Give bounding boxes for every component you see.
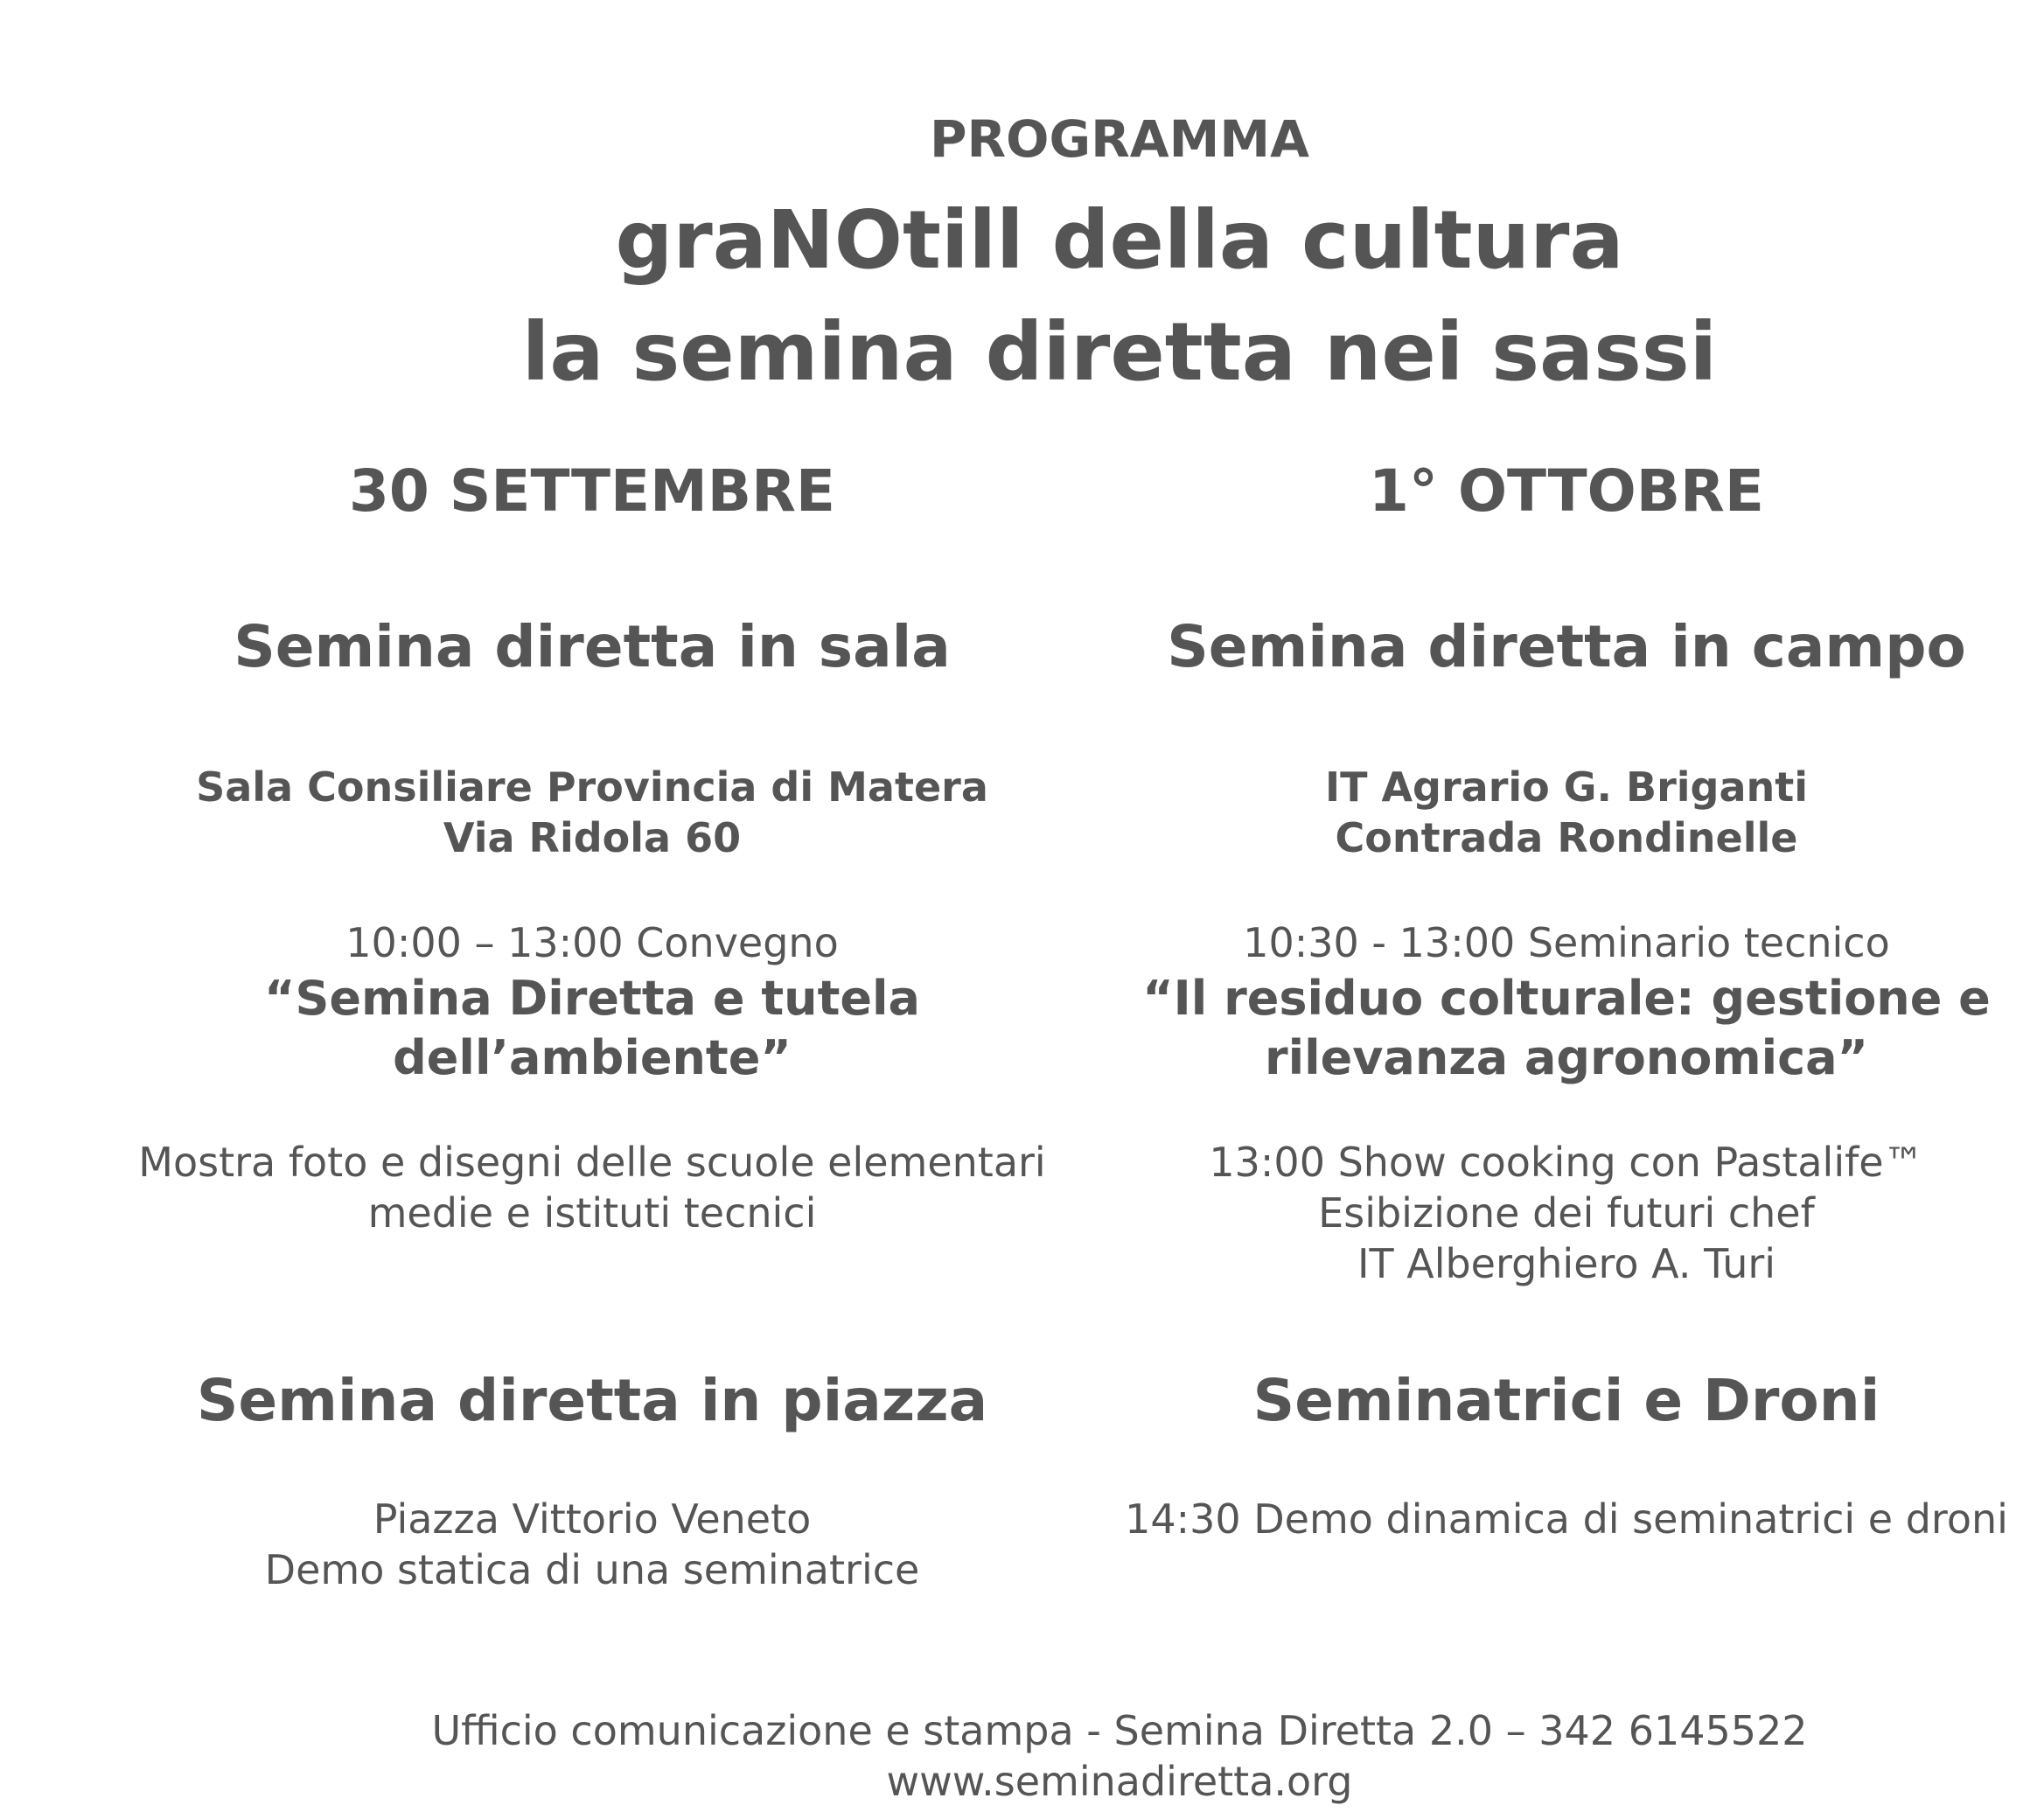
right-venue-line-2: Contrada Rondinelle xyxy=(1335,814,1798,861)
left-extra-line-2: medie e istituti tecnici xyxy=(367,1189,817,1237)
right-talk-line-2: rilevanza agronomica” xyxy=(1264,1030,1869,1085)
right-talk-line-1: “Il residuo colturale: gestione e xyxy=(1142,971,1991,1026)
right-extra xyxy=(1042,1137,2044,1289)
event-title: graNOtill della cultura xyxy=(615,193,1624,287)
right-date: 1° OTTOBRE xyxy=(1369,457,1764,525)
event-subtitle: la semina diretta nei sassi xyxy=(521,305,1718,399)
left-section-2-body xyxy=(67,1494,1117,1595)
left-extra-line-1: Mostra foto e disegni delle scuole elementari xyxy=(138,1139,1046,1186)
footer xyxy=(0,1705,2044,1807)
footer-contact: Ufficio comunicazione e stampa - Semina Diretta 2.0 – 342 6145522 xyxy=(431,1707,1808,1754)
left-venue xyxy=(67,762,1117,863)
right-talk-title xyxy=(1042,969,2044,1088)
left-time: 10:00 – 13:00 Convegno xyxy=(345,919,839,966)
left-talk-title xyxy=(67,969,1117,1088)
footer-website-link[interactable]: www.seminadiretta.org xyxy=(886,1758,1353,1805)
right-venue xyxy=(1042,762,2044,863)
right-section-1-title: Semina diretta in campo xyxy=(1167,613,1966,680)
left-section-2-line-1: Piazza Vittorio Veneto xyxy=(373,1495,812,1543)
left-venue-line-2: Via Ridola 60 xyxy=(443,814,742,861)
right-extra-line-3: IT Alberghiero A. Turi xyxy=(1357,1240,1776,1287)
programma-label: PROGRAMMA xyxy=(930,109,1309,169)
right-venue-line-1: IT Agrario G. Briganti xyxy=(1324,763,1809,811)
left-talk-line-2: dell’ambiente” xyxy=(393,1030,792,1085)
left-section-2-title: Semina diretta in piazza xyxy=(196,1367,988,1434)
left-section-2-line-2: Demo statica di una seminatrice xyxy=(264,1546,920,1593)
left-date: 30 SETTEMBRE xyxy=(349,457,835,525)
right-time: 10:30 - 13:00 Seminario tecnico xyxy=(1243,919,1890,966)
left-extra xyxy=(67,1137,1117,1238)
left-section-1-title: Semina diretta in sala xyxy=(234,613,951,680)
right-section-2-line-1: 14:30 Demo dinamica di seminatrici e droni xyxy=(1125,1495,2008,1543)
left-talk-line-1: “Semina Diretta e tutela xyxy=(264,971,920,1026)
right-section-2-title: Seminatrici e Droni xyxy=(1252,1367,1880,1434)
right-extra-line-1: 13:00 Show cooking con Pastalife™ xyxy=(1209,1139,1924,1186)
left-venue-line-1: Sala Consiliare Provincia di Matera xyxy=(196,763,988,811)
right-extra-line-2: Esibizione dei futuri chef xyxy=(1318,1189,1815,1237)
right-section-2-body xyxy=(1042,1494,2044,1544)
